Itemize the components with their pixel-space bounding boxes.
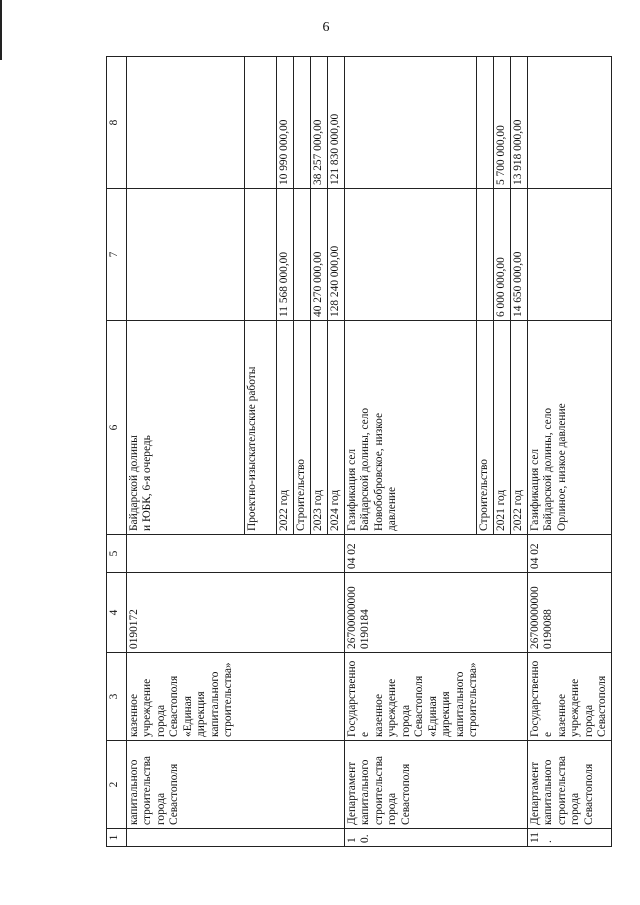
amount-cell — [127, 57, 245, 189]
header-col-2: 2 — [107, 741, 127, 829]
budget-table — [106, 56, 612, 847]
page-edge-line — [0, 0, 2, 60]
header-col-6: 6 — [107, 321, 127, 535]
rotated-table-frame — [106, 57, 609, 847]
year-cell: 2022 год — [277, 321, 294, 535]
institution-cell: казенное учреждение города Севастополя «Единая дирекция капитального строительства» — [127, 653, 345, 741]
stage-cell: Строительство — [477, 321, 494, 535]
department-cell: капитального строительства города Севастополя — [127, 741, 345, 829]
amount-cell: 13 918 000,00 — [511, 57, 528, 189]
amount-cell — [245, 57, 277, 189]
amount-cell — [477, 189, 494, 321]
header-col-5: 5 — [107, 535, 127, 573]
row-number — [127, 829, 345, 847]
amount-cell: 128 240 000,00 — [328, 189, 345, 321]
amount-cell — [245, 189, 277, 321]
amount-cell: 6 000 000,00 — [494, 189, 511, 321]
institution-cell: Государственное казенное учреждение города Севастополя — [528, 653, 612, 741]
year-cell: 2023 год — [311, 321, 328, 535]
amount-cell: 40 270 000,00 — [311, 189, 328, 321]
amount-cell: 14 650 000,00 — [511, 189, 528, 321]
institution-cell: Государственное казенное учреждение города Севастополя «Единая дирекция капитального строительства» — [345, 653, 528, 741]
amount-cell: 10 990 000,00 — [277, 57, 294, 189]
code-cell: 26700000000 0190184 — [345, 573, 528, 653]
amount-cell — [294, 189, 311, 321]
object-name-cell: Байдарской долины и ЮБК, 6-я очередь — [127, 321, 245, 535]
amount-cell — [127, 189, 245, 321]
year-cell: 2022 год — [511, 321, 528, 535]
row-number: 10. — [345, 829, 528, 847]
table-row — [127, 57, 245, 847]
year-cell: 2021 год — [494, 321, 511, 535]
code-cell: 26700000000 0190088 — [528, 573, 612, 653]
header-row — [107, 57, 127, 847]
object-name-cell: Газификация сел Байдарской долины, село Орлиное, низкое давление — [528, 321, 612, 535]
code-cell: 0190172 — [127, 573, 345, 653]
amount-cell: 121 830 000,00 — [328, 57, 345, 189]
amount-cell — [345, 57, 477, 189]
department-cell: Департамент капитального строительства города Севастополя — [528, 741, 612, 829]
header-col-8: 8 — [107, 57, 127, 189]
amount-cell — [294, 57, 311, 189]
header-col-1: 1 — [107, 829, 127, 847]
section-cell: 04 02 — [528, 535, 612, 573]
section-cell: 04 02 — [345, 535, 528, 573]
page-number: 6 — [322, 20, 330, 35]
stage-cell: Строительство — [294, 321, 311, 535]
stage-cell: Проектно-изыскательские работы — [245, 321, 277, 535]
amount-cell: 38 257 000,00 — [311, 57, 328, 189]
amount-cell — [528, 57, 612, 189]
object-name-cell: Газификация сел Байдарской долины, село Новобобровское, низкое давление — [345, 321, 477, 535]
section-cell — [127, 535, 345, 573]
header-col-4: 4 — [107, 573, 127, 653]
amount-cell — [477, 57, 494, 189]
table-row — [345, 57, 477, 847]
amount-cell — [345, 189, 477, 321]
department-cell: Департамент капитального строительства города Севастополя — [345, 741, 528, 829]
row-number: 11. — [528, 829, 612, 847]
amount-cell — [528, 189, 612, 321]
amount-cell: 5 700 000,00 — [494, 57, 511, 189]
amount-cell: 11 568 000,00 — [277, 189, 294, 321]
table-row — [528, 57, 612, 847]
header-col-7: 7 — [107, 189, 127, 321]
header-col-3: 3 — [107, 653, 127, 741]
year-cell: 2024 год — [328, 321, 345, 535]
